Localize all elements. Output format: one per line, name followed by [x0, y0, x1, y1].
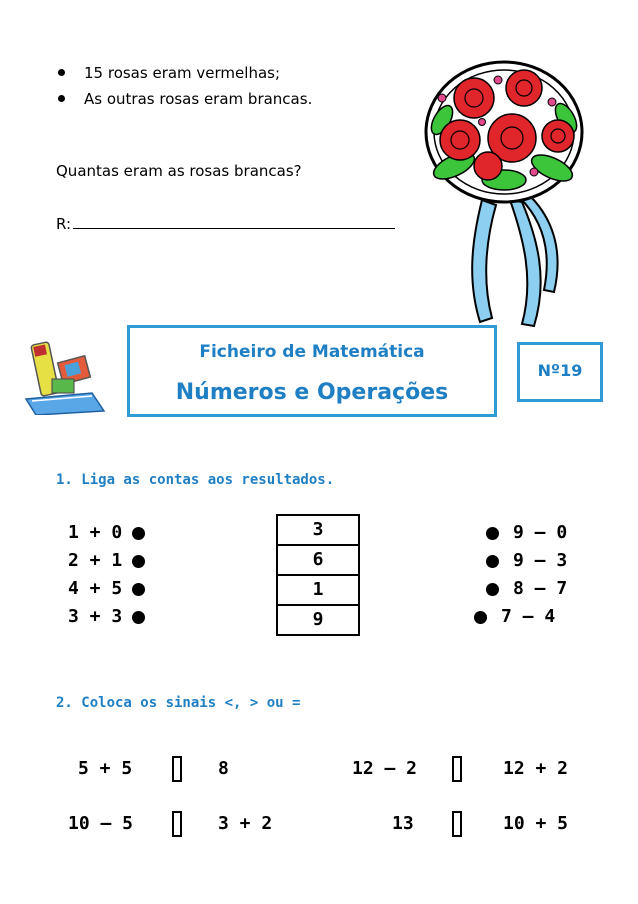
sign-box[interactable]: [452, 811, 462, 837]
question-text: Quantas eram as rosas brancas?: [56, 162, 302, 180]
compare-right-operand: 3 + 2: [218, 813, 273, 834]
left-expressions: [68, 519, 145, 631]
result-cell[interactable]: 6: [278, 546, 358, 576]
expression-text: 3 + 3: [68, 606, 123, 627]
expression-item[interactable]: [68, 547, 145, 575]
answer-blank[interactable]: [73, 214, 395, 229]
expression-text: 8 – 7: [513, 578, 568, 599]
sign-box[interactable]: [172, 756, 182, 782]
compare-left-operand: 12 – 2: [352, 758, 418, 779]
intro-bullets: [56, 60, 312, 112]
expression-text: 1 + 0: [68, 522, 123, 543]
rose-bouquet-icon: [412, 40, 598, 330]
school-supplies-icon: [22, 335, 108, 415]
worksheet-title: Números e Operações: [175, 380, 449, 405]
result-cell[interactable]: 9: [312, 609, 324, 630]
expression-item[interactable]: [486, 519, 567, 547]
result-cell[interactable]: 3: [278, 516, 358, 546]
expression-item[interactable]: [474, 603, 567, 631]
dot-icon[interactable]: [132, 611, 145, 624]
expression-item[interactable]: [486, 575, 567, 603]
dot-icon[interactable]: [486, 583, 499, 596]
expression-item[interactable]: [68, 519, 145, 547]
answer-prefix: R:: [56, 215, 72, 233]
dot-icon[interactable]: [486, 555, 499, 568]
compare-left-operand: 10 – 5: [68, 813, 134, 834]
exercise-2-instruction: 2. Coloca os sinais <, > ou =: [56, 695, 301, 711]
expression-text: 9 – 0: [513, 522, 568, 543]
compare-left-operand: 13: [392, 813, 414, 834]
bullet-text: 15 rosas eram vermelhas;: [84, 64, 281, 82]
right-expressions: [486, 519, 567, 631]
sign-box[interactable]: [452, 756, 462, 782]
dot-icon[interactable]: [132, 583, 145, 596]
worksheet-subtitle: Ficheiro de Matemática: [199, 342, 425, 362]
bullet-item: [56, 86, 312, 112]
bullet-text: As outras rosas eram brancas.: [84, 90, 313, 108]
compare-right-operand: 12 + 2: [503, 758, 569, 779]
expression-text: 2 + 1: [68, 550, 123, 571]
worksheet-number-badge: Nº19: [517, 342, 603, 402]
expression-text: 9 – 3: [513, 550, 568, 571]
dot-icon[interactable]: [486, 527, 499, 540]
compare-right-operand: 8: [218, 758, 229, 779]
compare-right-operand: 10 + 5: [503, 813, 569, 834]
bullet-icon: [58, 95, 65, 102]
dot-icon[interactable]: [132, 555, 145, 568]
expression-item[interactable]: [486, 547, 567, 575]
exercise-1-instruction: 1. Liga as contas aos resultados.: [56, 472, 335, 488]
expression-text: 7 – 4: [501, 606, 556, 627]
expression-item[interactable]: [68, 575, 145, 603]
expression-item[interactable]: [68, 603, 145, 631]
sign-box[interactable]: [172, 811, 182, 837]
result-cell[interactable]: 1: [278, 576, 358, 606]
dot-icon[interactable]: [474, 611, 487, 624]
dot-icon[interactable]: [132, 527, 145, 540]
worksheet-title-box: [127, 325, 497, 417]
expression-text: 4 + 5: [68, 578, 123, 599]
results-table: [276, 514, 360, 636]
compare-left-operand: 5 + 5: [78, 758, 133, 779]
bullet-item: [56, 60, 312, 86]
answer-line[interactable]: [56, 214, 395, 233]
bullet-icon: [58, 69, 65, 76]
